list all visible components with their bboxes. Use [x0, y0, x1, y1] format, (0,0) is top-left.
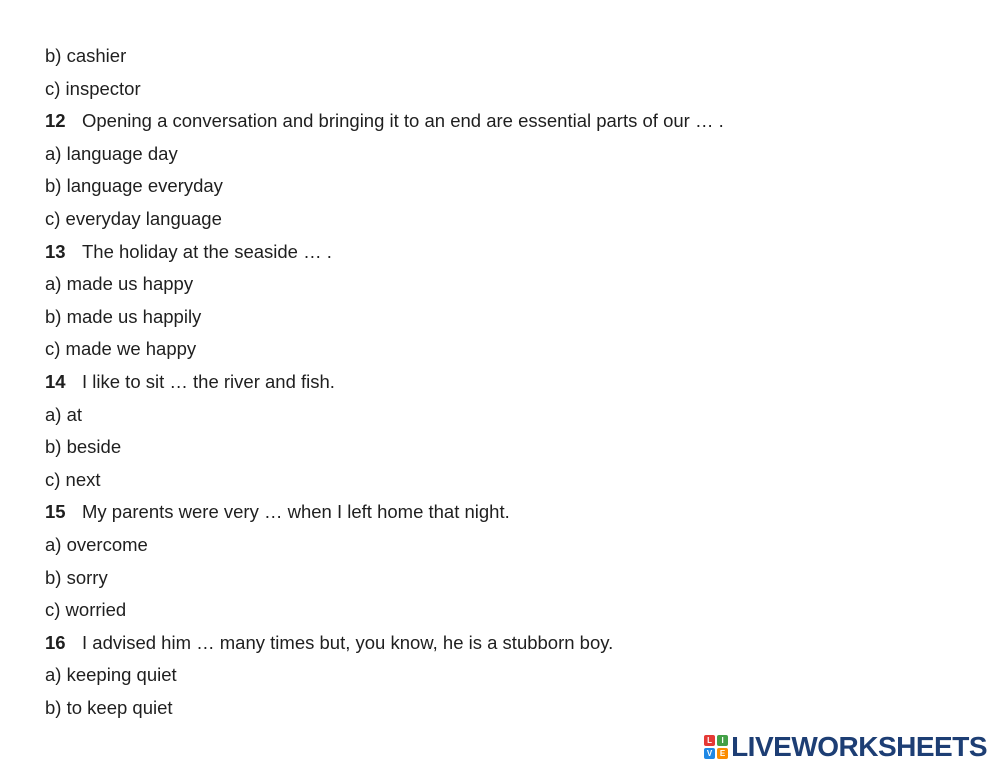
option-line: a) at	[45, 403, 83, 425]
logo-text: LIVEWORKSHEETS	[731, 731, 987, 762]
question-line	[45, 366, 945, 399]
question-line	[45, 627, 945, 660]
option-line: b) made us happily	[45, 305, 202, 327]
logo-mark-tile: I	[717, 735, 728, 746]
question-number: 12	[45, 110, 66, 132]
question-line	[45, 496, 945, 529]
question-text: My parents were very … when I left home that night.	[82, 501, 510, 523]
option-line: a) keeping quiet	[45, 664, 177, 686]
option-line: b) beside	[45, 436, 122, 458]
question-text: I advised him … many times but, you know, he is a stubborn boy.	[82, 631, 614, 653]
option-line: b) language everyday	[45, 175, 223, 197]
option-line: c) worried	[45, 599, 127, 621]
option-line: b) to keep quiet	[45, 696, 173, 718]
question-number: 15	[45, 501, 66, 523]
option-line: c) inspector	[45, 77, 141, 99]
option-line: c) everyday language	[45, 207, 222, 229]
question-text: The holiday at the seaside … .	[82, 240, 332, 262]
question-text: Opening a conversation and bringing it to an end are essential parts of our … .	[82, 110, 724, 132]
option-line: c) made we happy	[45, 338, 197, 360]
worksheet-content	[45, 40, 945, 724]
option-line: a) overcome	[45, 533, 148, 555]
logo-mark-tile: L	[704, 735, 715, 746]
question-line	[45, 105, 945, 138]
logo-mark-tile: V	[704, 748, 715, 759]
logo-mark-tile: E	[717, 748, 728, 759]
liveworksheets-logo-icon	[704, 735, 728, 759]
option-line: b) cashier	[45, 45, 127, 66]
option-line: c) next	[45, 468, 101, 490]
question-text: I like to sit … the river and fish.	[82, 370, 335, 392]
liveworksheets-logo[interactable]	[704, 730, 987, 764]
option-line: a) made us happy	[45, 273, 194, 295]
option-line: a) language day	[45, 142, 178, 164]
question-number: 13	[45, 240, 66, 262]
question-number: 14	[45, 370, 66, 392]
option-line: b) sorry	[45, 566, 108, 588]
question-number: 16	[45, 631, 66, 653]
question-line	[45, 236, 945, 269]
